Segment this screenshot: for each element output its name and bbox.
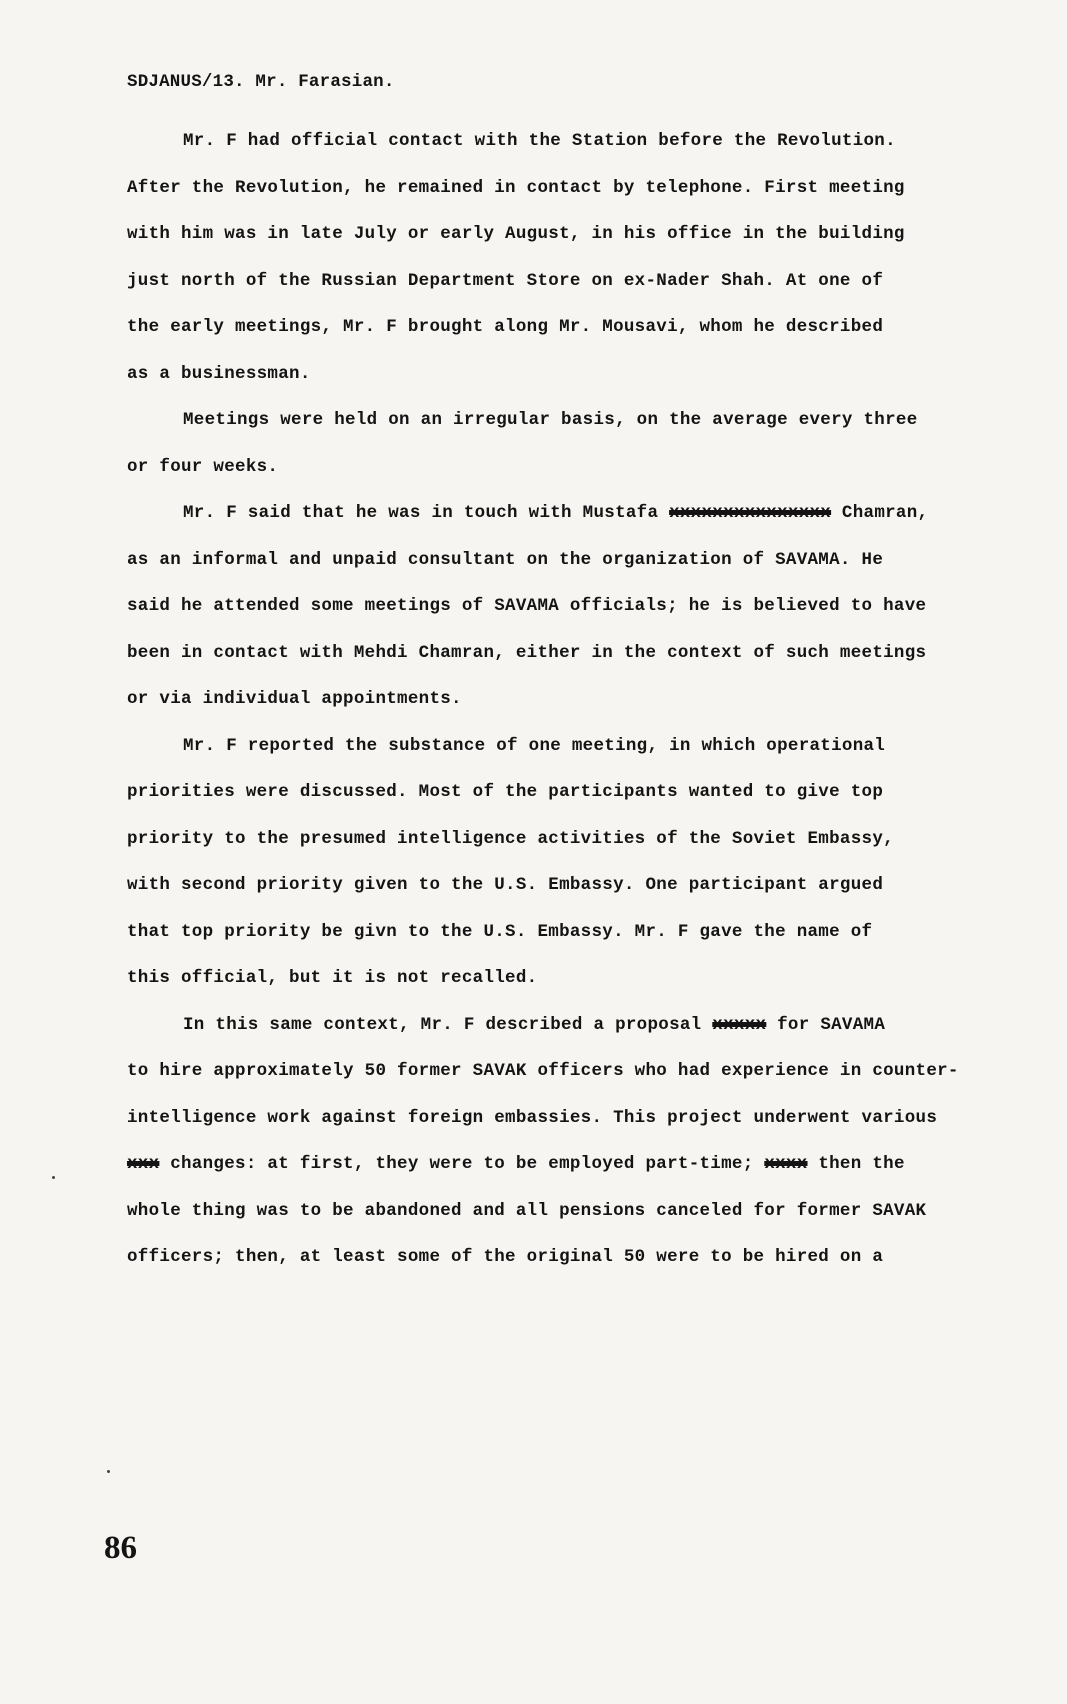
text-line: After the Revolution, he remained in contact by telephone. First meeting: [127, 177, 905, 198]
text-line: or four weeks.: [127, 456, 279, 477]
text-line: [127, 1002, 1017, 1049]
text-line: to hire approximately 50 former SAVAK officers who had experience in counter-: [127, 1061, 959, 1081]
text-line: that top priority be givn to the U.S. Embassy. Mr. F gave the name of: [127, 921, 873, 942]
text-line: priorities were discussed. Most of the participants wanted to give top: [127, 782, 884, 802]
struck-out-text: xxx: [127, 1154, 160, 1174]
text-segment: for SAVAMA: [766, 1014, 886, 1035]
page-number: 86: [104, 1530, 137, 1566]
struck-out-text: xxxxxxxxxxxxxxx: [669, 503, 832, 523]
scan-speck: [52, 1176, 55, 1179]
text-line: been in contact with Mehdi Chamran, either in the context of such meetings: [127, 642, 927, 663]
scan-speck: [107, 1470, 110, 1473]
paragraph-5: [127, 1002, 1017, 1281]
text-line: the early meetings, Mr. F brought along Mr. Mousavi, whom he described: [127, 317, 884, 337]
paragraph-1: [127, 118, 1017, 397]
text-line: Mr. F reported the substance of one meeting, in which operational: [183, 735, 886, 756]
text-line: with him was in late July or early August, in his office in the building: [127, 224, 905, 244]
text-line: or via individual appointments.: [127, 689, 462, 709]
text-line: as an informal and unpaid consultant on the organization of SAVAMA. He: [127, 549, 884, 570]
text-segment: then the: [807, 1154, 905, 1174]
text-segment: In this same context, Mr. F described a proposal: [183, 1014, 713, 1035]
text-segment: Chamran,: [831, 503, 929, 523]
paragraph-4: [127, 723, 1017, 1002]
document-header: SDJANUS/13. Mr. Farasian.: [127, 72, 395, 92]
text-line: as a businessman.: [127, 363, 311, 384]
text-segment: Mr. F said that he was in touch with Mustafa: [183, 503, 670, 523]
text-line: with second priority given to the U.S. Embassy. One participant argued: [127, 875, 884, 895]
text-line: Meetings were held on an irregular basis, on the average every three: [183, 410, 918, 430]
text-line: [127, 1141, 1017, 1188]
struck-out-text: xxxx: [764, 1154, 808, 1174]
text-line: Mr. F had official contact with the Station before the Revolution.: [183, 131, 896, 151]
text-line: just north of the Russian Department Store on ex-Nader Shah. At one of: [127, 270, 884, 291]
text-line: officers; then, at least some of the original 50 were to be hired on a: [127, 1247, 884, 1267]
struck-out-text: xxxxx: [712, 1014, 767, 1035]
paragraph-3: [127, 490, 1017, 723]
text-segment: changes: at first, they were to be employed part-time;: [159, 1154, 765, 1174]
text-line: [127, 490, 1017, 537]
text-line: this official, but it is not recalled.: [127, 968, 538, 988]
text-line: said he attended some meetings of SAVAMA officials; he is believed to have: [127, 596, 927, 616]
document-body: [127, 118, 1017, 1281]
paragraph-2: [127, 397, 1017, 490]
text-line: intelligence work against foreign embassies. This project underwent various: [127, 1107, 938, 1128]
text-line: priority to the presumed intelligence activities of the Soviet Embassy,: [127, 828, 894, 849]
text-line: whole thing was to be abandoned and all pensions canceled for former SAVAK: [127, 1200, 927, 1221]
